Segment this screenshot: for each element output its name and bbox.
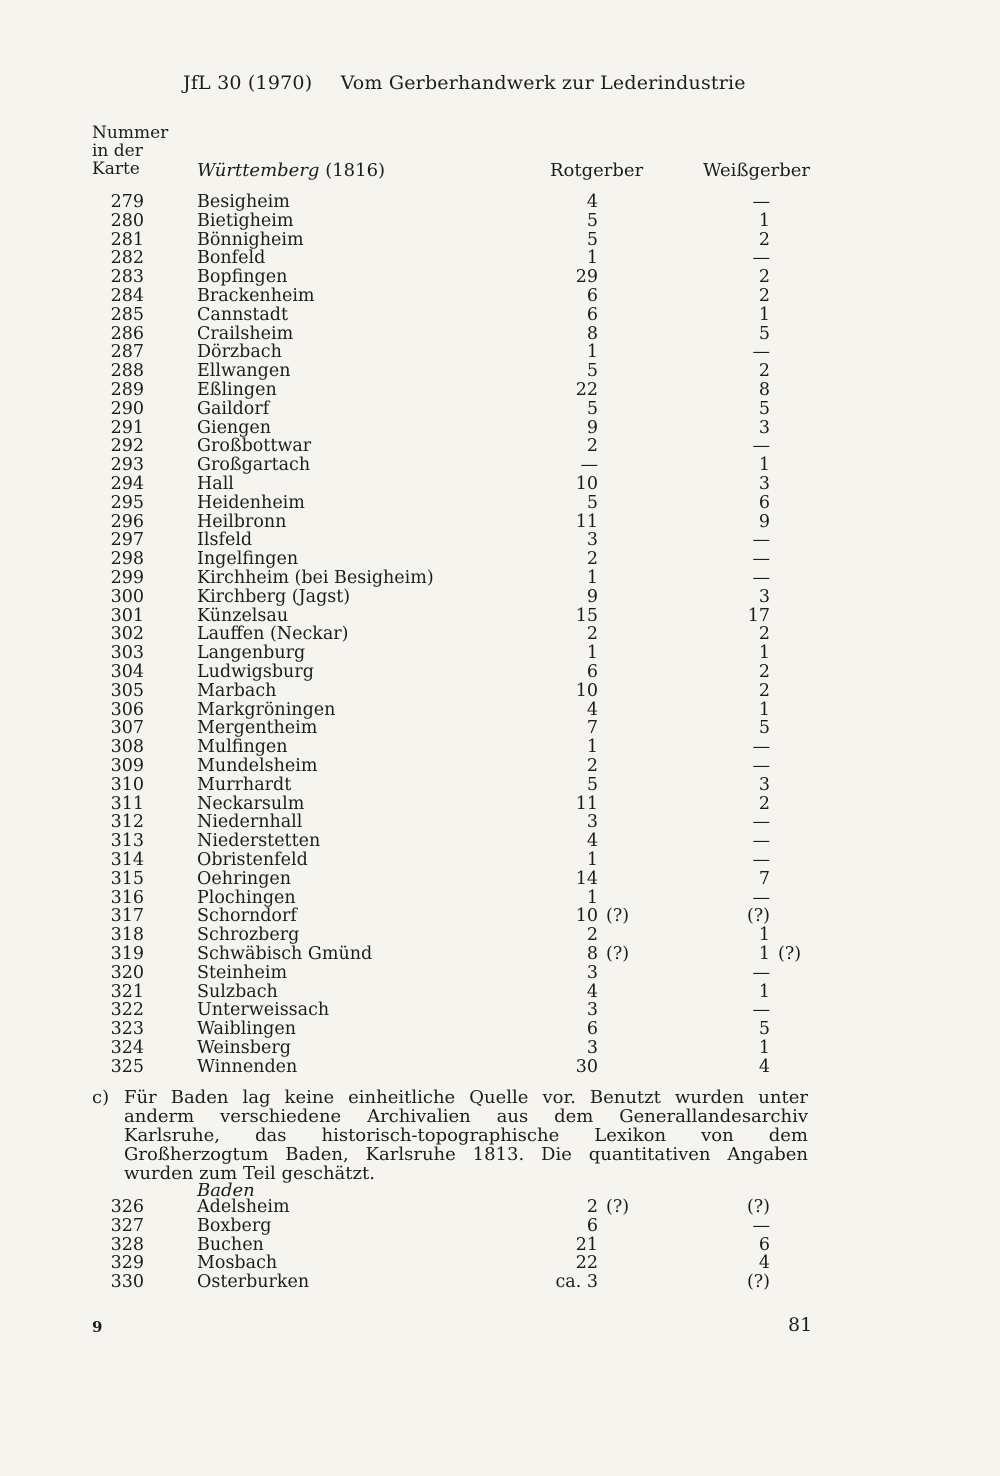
rotgerber-count: 1 xyxy=(586,643,598,664)
table-row xyxy=(0,325,1000,344)
table-row xyxy=(0,475,1000,494)
rotgerber-count: 22 xyxy=(575,380,598,400)
map-number: 299 xyxy=(110,568,144,588)
weissgerber-count: — xyxy=(752,248,770,269)
table-row xyxy=(0,362,1000,381)
table-row xyxy=(0,1217,1000,1236)
table-row xyxy=(0,945,1000,964)
weissgerber-count: 2 xyxy=(758,793,770,814)
place-name: Mundelsheim xyxy=(197,756,318,776)
weissgerber-count: 5 xyxy=(758,718,770,739)
weissgerber-count: 2 xyxy=(758,286,770,306)
table-row xyxy=(0,231,1000,250)
table-row xyxy=(0,400,1000,419)
region-name: Württemberg xyxy=(197,160,320,181)
rotgerber-count: 5 xyxy=(586,361,598,382)
table-row xyxy=(0,212,1000,231)
rotgerber-count: 5 xyxy=(586,398,598,419)
place-name: Murrhardt xyxy=(197,774,292,795)
rotgerber-count: 1 xyxy=(586,248,598,269)
running-head xyxy=(183,72,768,94)
table-row xyxy=(0,813,1000,832)
rotgerber-count: 2 xyxy=(586,549,598,570)
weissgerber-count: 1 xyxy=(758,944,770,964)
table-row xyxy=(0,907,1000,926)
rotgerber-count: 9 xyxy=(586,586,598,607)
place-name: Hall xyxy=(197,474,234,494)
rotgerber-count: 11 xyxy=(575,511,598,532)
table-row xyxy=(0,889,1000,908)
map-number: 296 xyxy=(110,511,144,532)
place-name: Boxberg xyxy=(197,1215,272,1236)
table-row xyxy=(0,193,1000,212)
rotgerber-count: 10 xyxy=(575,906,598,927)
weissgerber-count: — xyxy=(752,756,770,776)
map-number: 285 xyxy=(110,304,144,325)
weissgerber-count: 3 xyxy=(758,774,770,795)
table-row xyxy=(0,494,1000,513)
table-row xyxy=(0,663,1000,682)
rotgerber-count: 4 xyxy=(586,192,598,212)
weissgerber-count: 1 xyxy=(758,304,770,325)
weissgerber-count: — xyxy=(752,1215,770,1236)
table-row xyxy=(0,832,1000,851)
place-name: Künzelsau xyxy=(197,605,289,626)
place-name: Marbach xyxy=(197,680,277,701)
weissgerber-count: 3 xyxy=(758,417,770,438)
weissgerber-count: — xyxy=(752,568,770,588)
rotgerber-count: 4 xyxy=(586,699,598,720)
weissgerber-count: 5 xyxy=(758,398,770,419)
column-header-rotgerber: Rotgerber xyxy=(550,160,644,181)
table-row xyxy=(0,964,1000,983)
table-row xyxy=(0,550,1000,569)
weissgerber-count: 1 xyxy=(758,1038,770,1058)
weissgerber-count: (?) xyxy=(746,1197,770,1217)
place-name: Lauffen (Neckar) xyxy=(197,624,349,645)
table-row xyxy=(0,437,1000,456)
weissgerber-count: 1 xyxy=(758,643,770,664)
table-row xyxy=(0,1020,1000,1039)
rotgerber-count: — xyxy=(580,455,598,476)
region-year: (1816) xyxy=(325,160,386,181)
place-name: Markgröningen xyxy=(197,699,336,720)
rotgerber-count: 1 xyxy=(586,737,598,758)
table-row xyxy=(0,1273,1000,1292)
rotgerber-count: 10 xyxy=(575,474,598,494)
place-name: Bietigheim xyxy=(197,210,294,231)
place-name: Bopfingen xyxy=(197,267,288,288)
place-name: Besigheim xyxy=(197,192,290,212)
rotgerber-count: 6 xyxy=(586,1215,598,1236)
rotgerber-count: 3 xyxy=(586,530,598,551)
rotgerber-count: 22 xyxy=(575,1253,598,1274)
map-number: 282 xyxy=(110,248,144,269)
map-number: 301 xyxy=(110,605,144,626)
table-row xyxy=(0,249,1000,268)
table-row xyxy=(0,513,1000,532)
rotgerber-count: 7 xyxy=(586,718,598,739)
map-number: 329 xyxy=(110,1253,144,1274)
map-number: 310 xyxy=(110,774,144,795)
map-number: 314 xyxy=(110,850,144,870)
map-number: 308 xyxy=(110,737,144,758)
weissgerber-count: — xyxy=(752,436,770,457)
rotgerber-count: 2 xyxy=(586,1197,598,1217)
weissgerber-count: 2 xyxy=(758,267,770,288)
table-row xyxy=(0,343,1000,362)
place-name: Waiblingen xyxy=(197,1019,296,1040)
rotgerber-qualifier: (?) xyxy=(606,1197,630,1217)
rotgerber-count: 29 xyxy=(575,267,598,288)
weissgerber-count: 3 xyxy=(758,474,770,494)
table-row xyxy=(0,1198,1000,1217)
map-number: 287 xyxy=(110,342,144,363)
rotgerber-count: 21 xyxy=(575,1234,598,1255)
rotgerber-count: 2 xyxy=(586,756,598,776)
map-number: 304 xyxy=(110,662,144,682)
weissgerber-count: 3 xyxy=(758,586,770,607)
map-number: 280 xyxy=(110,210,144,231)
weissgerber-count: 17 xyxy=(747,605,770,626)
map-number: 303 xyxy=(110,643,144,664)
place-name: Plochingen xyxy=(197,887,296,908)
weissgerber-count: 4 xyxy=(758,1253,770,1274)
weissgerber-count: 1 xyxy=(758,455,770,476)
map-number: 297 xyxy=(110,530,144,551)
map-number: 292 xyxy=(110,436,144,457)
rotgerber-qualifier: (?) xyxy=(606,906,630,927)
place-name: Schorndorf xyxy=(197,906,297,927)
weissgerber-count: 4 xyxy=(758,1056,770,1077)
weissgerber-count: 1 xyxy=(758,981,770,1002)
rotgerber-count: 9 xyxy=(586,417,598,438)
map-number: 300 xyxy=(110,586,144,607)
rotgerber-count: 3 xyxy=(586,962,598,983)
weissgerber-count: — xyxy=(752,812,770,833)
table-row xyxy=(0,588,1000,607)
map-number: 327 xyxy=(110,1215,144,1236)
page-number: 81 xyxy=(788,1314,813,1336)
table-row xyxy=(0,682,1000,701)
weissgerber-count: 6 xyxy=(758,1234,770,1255)
rotgerber-count: 5 xyxy=(586,210,598,231)
map-number: 323 xyxy=(110,1019,144,1040)
table-row xyxy=(0,719,1000,738)
rotgerber-count: 6 xyxy=(586,286,598,306)
place-name: Gaildorf xyxy=(197,398,270,419)
rotgerber-count: 2 xyxy=(586,436,598,457)
table-row xyxy=(0,1001,1000,1020)
rotgerber-count: 2 xyxy=(586,624,598,645)
place-name: Heidenheim xyxy=(197,492,305,513)
map-number: 311 xyxy=(110,793,144,814)
table-row xyxy=(0,287,1000,306)
map-number: 322 xyxy=(110,1000,144,1021)
rotgerber-count: 3 xyxy=(586,812,598,833)
map-number: 294 xyxy=(110,474,144,494)
table-row xyxy=(0,738,1000,757)
weissgerber-count: — xyxy=(752,737,770,758)
map-number: 289 xyxy=(110,380,144,400)
footnote-marker: c) xyxy=(92,1087,110,1108)
article-title: Vom Gerberhandwerk zur Lederindustrie xyxy=(340,72,746,94)
weissgerber-count: 2 xyxy=(758,624,770,645)
place-name: Giengen xyxy=(197,417,272,438)
place-name: Obristenfeld xyxy=(197,850,308,870)
table-row xyxy=(0,870,1000,889)
table-row xyxy=(0,776,1000,795)
rotgerber-count: 10 xyxy=(575,680,598,701)
map-number: 324 xyxy=(110,1038,144,1058)
weissgerber-count: (?) xyxy=(746,906,770,927)
table-row xyxy=(0,306,1000,325)
map-number: 298 xyxy=(110,549,144,570)
place-name: Mergentheim xyxy=(197,718,318,739)
table-row xyxy=(0,926,1000,945)
map-number: 283 xyxy=(110,267,144,288)
place-name: Großgartach xyxy=(197,455,311,476)
place-name: Langenburg xyxy=(197,643,306,664)
map-number: 326 xyxy=(110,1197,144,1217)
column-header-number-line2: in der xyxy=(92,141,143,161)
place-name: Eßlingen xyxy=(197,380,277,400)
weissgerber-count: — xyxy=(752,530,770,551)
place-name: Niedernhall xyxy=(197,812,303,833)
footnote-c xyxy=(92,1088,808,1183)
weissgerber-count: — xyxy=(752,831,770,852)
weissgerber-count: 2 xyxy=(758,662,770,682)
place-name: Niederstetten xyxy=(197,831,321,852)
rotgerber-count: 6 xyxy=(586,1019,598,1040)
map-number: 320 xyxy=(110,962,144,983)
map-number: 307 xyxy=(110,718,144,739)
table-row xyxy=(0,851,1000,870)
rotgerber-count: 1 xyxy=(586,850,598,870)
journal-volume: JfL 30 (1970) xyxy=(183,72,313,94)
rotgerber-count: 3 xyxy=(586,1000,598,1021)
place-name: Großbottwar xyxy=(197,436,312,457)
place-name: Neckarsulm xyxy=(197,793,305,814)
weissgerber-count: — xyxy=(752,1000,770,1021)
weissgerber-count: — xyxy=(752,342,770,363)
map-number: 306 xyxy=(110,699,144,720)
place-name: Bonfeld xyxy=(197,248,266,269)
table-row xyxy=(0,1039,1000,1058)
place-name: Ellwangen xyxy=(197,361,291,382)
rotgerber-count: 5 xyxy=(586,492,598,513)
rotgerber-count: 5 xyxy=(586,774,598,795)
table-row xyxy=(0,607,1000,626)
weissgerber-count: 9 xyxy=(758,511,770,532)
place-name: Dörzbach xyxy=(197,342,282,363)
map-number: 284 xyxy=(110,286,144,306)
rotgerber-count: 30 xyxy=(575,1056,598,1077)
map-number: 286 xyxy=(110,323,144,344)
table-row xyxy=(0,268,1000,287)
place-name: Steinheim xyxy=(197,962,288,983)
table-row xyxy=(0,644,1000,663)
table-row xyxy=(0,531,1000,550)
map-number: 313 xyxy=(110,831,144,852)
table-row xyxy=(0,419,1000,438)
place-name: Kirchheim (bei Besigheim) xyxy=(197,568,434,588)
column-header-weissgerber: Weißgerber xyxy=(703,160,811,181)
place-name: Oehringen xyxy=(197,868,292,889)
rotgerber-count: 14 xyxy=(575,868,598,889)
rotgerber-count: 8 xyxy=(586,944,598,964)
rotgerber-count: 8 xyxy=(586,323,598,344)
table-row xyxy=(0,757,1000,776)
weissgerber-count: 2 xyxy=(758,680,770,701)
map-number: 279 xyxy=(110,192,144,212)
map-number: 328 xyxy=(110,1234,144,1255)
weissgerber-qualifier: (?) xyxy=(778,944,802,964)
column-header-region xyxy=(197,160,385,181)
table-row xyxy=(0,625,1000,644)
rotgerber-count: 4 xyxy=(586,981,598,1002)
map-number: 295 xyxy=(110,492,144,513)
weissgerber-count: 2 xyxy=(758,361,770,382)
map-number: 305 xyxy=(110,680,144,701)
place-name: Heilbronn xyxy=(197,511,287,532)
map-number: 321 xyxy=(110,981,144,1002)
place-name: Unterweissach xyxy=(197,1000,330,1021)
weissgerber-count: 5 xyxy=(758,1019,770,1040)
place-name: Weinsberg xyxy=(197,1038,291,1058)
weissgerber-count: — xyxy=(752,192,770,212)
rotgerber-count: 1 xyxy=(586,342,598,363)
table-row xyxy=(0,381,1000,400)
weissgerber-count: (?) xyxy=(746,1272,770,1293)
place-name: Crailsheim xyxy=(197,323,294,344)
signature-mark: 9 xyxy=(92,1318,103,1336)
weissgerber-count: — xyxy=(752,850,770,870)
rotgerber-count: 1 xyxy=(586,887,598,908)
column-header-number-line1: Nummer xyxy=(92,123,169,143)
map-number: 318 xyxy=(110,925,144,946)
rotgerber-count: 4 xyxy=(586,831,598,852)
weissgerber-count: — xyxy=(752,887,770,908)
rotgerber-count: 2 xyxy=(586,925,598,946)
rotgerber-count: 11 xyxy=(575,793,598,814)
map-number: 315 xyxy=(110,868,144,889)
place-name: Schrozberg xyxy=(197,925,300,946)
map-number: 319 xyxy=(110,944,144,964)
rotgerber-count: 5 xyxy=(586,229,598,250)
map-number: 281 xyxy=(110,229,144,250)
place-name: Schwäbisch Gmünd xyxy=(197,944,373,964)
rotgerber-count: 6 xyxy=(586,662,598,682)
column-header-number-line3: Karte xyxy=(92,159,140,179)
table-row xyxy=(0,569,1000,588)
map-number: 317 xyxy=(110,906,144,927)
map-number: 312 xyxy=(110,812,144,833)
place-name: Winnenden xyxy=(197,1056,298,1077)
place-name: Cannstadt xyxy=(197,304,289,325)
table-row xyxy=(0,701,1000,720)
weissgerber-count: 1 xyxy=(758,699,770,720)
table-row xyxy=(0,1236,1000,1255)
weissgerber-count: 2 xyxy=(758,229,770,250)
place-name: Adelsheim xyxy=(197,1197,290,1217)
weissgerber-count: — xyxy=(752,962,770,983)
weissgerber-count: 1 xyxy=(758,210,770,231)
map-number: 290 xyxy=(110,398,144,419)
map-number: 288 xyxy=(110,361,144,382)
rotgerber-count: 15 xyxy=(575,605,598,626)
map-number: 330 xyxy=(110,1272,144,1293)
rotgerber-count: 6 xyxy=(586,304,598,325)
map-number: 302 xyxy=(110,624,144,645)
map-number: 309 xyxy=(110,756,144,776)
table-row xyxy=(0,456,1000,475)
place-name: Sulzbach xyxy=(197,981,278,1002)
weissgerber-count: 5 xyxy=(758,323,770,344)
weissgerber-count: 7 xyxy=(758,868,770,889)
weissgerber-count: 1 xyxy=(758,925,770,946)
weissgerber-count: — xyxy=(752,549,770,570)
place-name: Osterburken xyxy=(197,1272,310,1293)
place-name: Mosbach xyxy=(197,1253,278,1274)
place-name: Ingelfingen xyxy=(197,549,299,570)
place-name: Ilsfeld xyxy=(197,530,253,551)
footnote-text: Für Baden lag keine einheitliche Quelle vor. Benutzt wurden unter anderm verschiedene Archivalien aus dem Generallandesarchiv Karlsruhe, das historisch-topographische Lexikon von dem Großherzogtum Baden, Karlsruhe 1813. Die quantitativen Angaben wurden zum Teil geschätzt. xyxy=(124,1087,808,1184)
rotgerber-qualifier: (?) xyxy=(606,944,630,964)
table-row xyxy=(0,1058,1000,1077)
place-name: Bönnigheim xyxy=(197,229,304,250)
rotgerber-count: ca. 3 xyxy=(555,1272,598,1293)
place-name: Buchen xyxy=(197,1234,264,1255)
map-number: 293 xyxy=(110,455,144,476)
place-name: Brackenheim xyxy=(197,286,315,306)
baden-heading: Baden xyxy=(197,1180,255,1201)
weissgerber-count: 8 xyxy=(758,380,770,400)
place-name: Ludwigsburg xyxy=(197,662,314,682)
table-row xyxy=(0,983,1000,1002)
place-name: Kirchberg (Jagst) xyxy=(197,586,351,607)
place-name: Mulfingen xyxy=(197,737,288,758)
map-number: 325 xyxy=(110,1056,144,1077)
table-row xyxy=(0,795,1000,814)
map-number: 316 xyxy=(110,887,144,908)
rotgerber-count: 3 xyxy=(586,1038,598,1058)
rotgerber-count: 1 xyxy=(586,568,598,588)
map-number: 291 xyxy=(110,417,144,438)
weissgerber-count: 6 xyxy=(758,492,770,513)
column-header-number xyxy=(92,124,168,178)
table-row xyxy=(0,1254,1000,1273)
